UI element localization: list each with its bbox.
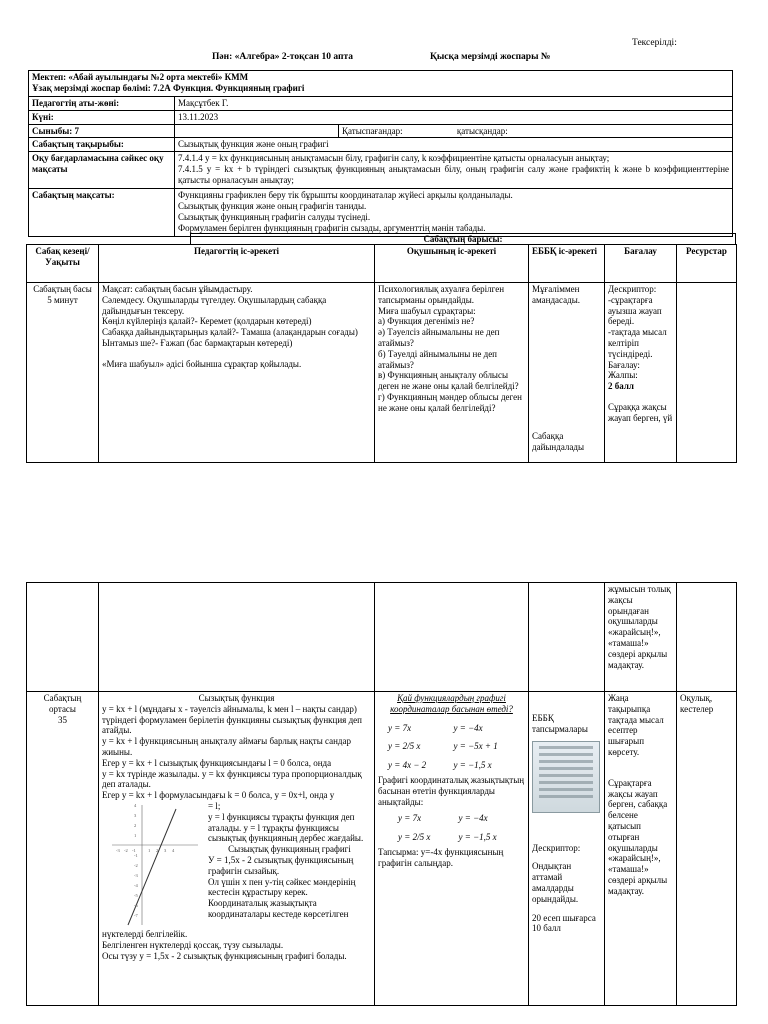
student-middle-cell [375,692,529,1006]
teacher-line: Сәлемдесу. Оқушыларды түгелдеу. Оқушылардың сабаққа дайындығын тексеру. [102,294,327,316]
teacher-line: Белгіленген нүктелерді қоссақ, түзу сызылады. [102,939,284,950]
ebbk-start-cell [529,283,605,463]
teacher-line: y = kx + l (мұндағы x - тәуелсіз айнымалы, k мен l – нақты сандар) түріндегі формуламен берілетін функцияны сызықтық функция деп атайды. [102,703,362,736]
teacher-line: Егер y = kx + l сызықтық функциясындағы l = 0 болса, онда [102,757,332,768]
y-tick-label: -2 [134,862,138,868]
goal-1: Функцияны графиклен беру тік бұрышты координаталар жүйесі арқылы қолданылады. [178,190,513,201]
student-line: а) Функция дегеніміз не? [378,316,475,327]
assessment-continued: жұмысын толық жақсы орындаған оқушыларды «жарайсың!», «тамаша!» сөздері арқылы мадақтау. [605,583,677,692]
teacher-side-line: = l; [208,800,221,811]
goal-4: Формуламен берілген функцияның графигін сызады, аргументтің мәнін табады. [178,222,486,233]
assessment-line: -тақтада мысал келтіріп түсіндіреді. [608,327,667,359]
teacher-label: Педагогтің аты-жөні: [29,97,175,111]
student-line: Миға шабуыл сұрақтары: [378,305,476,316]
ebbk-middle-cell [529,692,605,1006]
y-tick-label: 1 [134,832,137,838]
assessment-line: Бағалау: [608,359,640,370]
col-student: Оқушының іс-әрекеті [375,245,529,283]
teacher-line: y = kx түрінде жазылады. y = kx функциясы тура пропорционалдық деп аталады. [102,768,362,790]
teacher-value: Мақсұтбек Г. [175,97,733,111]
student-line: б) Тәуелді айнымалыны не деп атаймыз? [378,348,497,370]
objective-1: 7.4.1.4 y = kx функциясының анықтамасын білу, графигін салу, k коэффициентіне қатысты орналасуын анықтау; [178,153,610,164]
date-label: Күні: [29,110,175,124]
assessment-line: Жаңа тақырыпқа тақтада мысал есептер шығарып көрсету. [608,693,664,757]
long-term-section: Ұзақ мерзімді жоспар бөлімі: 7.2А Функция. Функцияның графигі [32,82,305,93]
student-line: ә) Тәуелсіз айнымалыны не деп атаймыз? [378,327,500,348]
teacher-line [102,349,371,359]
plan-heading: Қысқа мерзімді жоспары № [430,52,551,62]
teacher-line: Егер y = kx + l формуласындағы k = 0 болса, y = 0x+l, онда y [102,790,335,801]
col-ebbk: ЕББҚ іс-әрекеті [529,245,605,283]
assessment-points: 2 балл [608,381,634,392]
x-tick-label: -3 [116,847,120,853]
assessment-line: Дескриптор: [608,284,657,294]
teacher-line: Мақсат: сабақтың басын ұйымдастыру. [102,284,253,294]
ebbk-greeting: Мұғаліммен амандасады. [532,284,580,305]
goals-cell [175,189,733,237]
goal-3: Сызықтық функцияның графигін салуды түсінеді. [178,211,371,222]
function-item: y = 4x − 2 [388,760,427,771]
assessment-middle-cell [605,692,677,1006]
function-item: y = 2/5 x [398,832,431,843]
ebbk-text: Ондықтан аттамай амалдарды орындайды. [532,861,579,904]
y-tick-label: 4 [134,802,137,808]
function-item: y = 2/5 x [388,741,421,752]
teacher-line: Көңіл күйлеріңіз қалай?- Керемет (қолдарын көтереді) [102,316,312,327]
attendance-cell [175,124,339,138]
y-tick-label: -1 [134,852,138,858]
assessment-line: Сұрақтарға жақсы жауап берген, сабаққа белсене қатысып отырған оқушыларды «жарайсың!», «тамаша!» сөздері арқылы мадақтау. [608,777,668,896]
y-tick-label: -4 [134,882,138,888]
col-teacher: Педагогтің іс-әрекеті [99,245,375,283]
x-tick-label: 1 [148,847,151,853]
function-item: y = −1,5 x [453,760,492,771]
teacher-side-line: Ол үшін х пен у-тің сәйкес мәндерінің кестесін құрастыру керек. [208,876,356,898]
date-value: 13.11.2023 [175,110,733,124]
lesson-progress-table-2 [26,582,737,1006]
linear-function-title: Сызықтық функция [198,693,275,703]
teacher-line: y = kx + l функциясының анықталу аймағы барлық нақты сандар жиыны. [102,736,351,757]
teacher-line: Сабаққа дайындықтарыңыз қалай?- Тамаша (алақандарын соғады) [102,327,358,338]
stage-middle: Сабақтың ортасы 35 [27,692,99,1006]
y-tick-label: 2 [134,822,137,828]
objectives-label: Оқу бағдарламасына сәйкес оқу мақсаты [29,152,175,189]
student-start-cell [375,283,529,463]
lesson-progress-table-1 [26,244,737,463]
function-item: y = −5x + 1 [453,741,498,752]
ebbk-points: 20 есеп шығарса 10 балл [532,912,596,934]
teacher-middle-cell [99,692,375,1006]
attended-label: Қатыспағандар: [342,125,403,136]
x-tick-label: -1 [132,847,136,853]
assessment-line: -сұрақтарға ауызша жауап береді. [608,294,662,327]
x-tick-label: 2 [156,847,159,853]
y-tick-label: -6 [134,902,138,908]
x-tick-label: 4 [172,847,175,853]
y-tick-label: -7 [134,912,138,918]
teacher-side-line: y = l функциясы тұрақты функция деп аталады. y = l тұрақты функциясы сызықтық функцияның дербес жағдайы. [208,811,364,844]
ebbk-prepare: Сабаққа дайындалады [532,431,585,452]
col-assessment: Бағалау [605,245,677,283]
ebbk-tasks: ЕББҚ тапсырмалары [532,713,588,734]
teacher-side-line: Координаталық жазықтықта координаталары кестеде көрсетілген [208,898,349,919]
teacher-line: «Миға шабуыл» әдісі бойынша сұрақтар қойылады. [102,358,302,369]
student-instruction: Графигі координаталық жазықтықтың басынан өтетін функцияларды анықтайды: [378,774,525,807]
objective-2: 7.4.1.5 y = kx + b түріндегі сызықтық функцияның анықтамасын білу, оның графигін салу және графиктің k және b коэффициенттеріне қатысты орналасуын анықтау; [178,163,730,185]
function-list-1 [378,715,525,775]
objectives-cell [175,152,733,189]
stage-start: Сабақтың басы 5 минут [27,283,99,463]
function-item: y = −1,5 x [458,832,497,843]
assessment-line [608,758,673,778]
empty-cell [529,583,605,692]
school-name: Мектеп: «Абай ауылындағы №2 орта мектебі» КММ [32,72,249,82]
absent-label: қатысқандар: [456,125,508,136]
function-item: y = −4x [458,813,488,824]
resource-middle: Оқулық, кестелер [677,692,737,1006]
assessment-line: Сұраққа жақсы жауап берген, үй [608,401,673,423]
teacher-graph-block [102,801,371,929]
student-line: г) Функцияның мәндер облысы деген не және оны қалай белгілейді? [378,391,522,413]
graph-subtitle: Сызықтық функцияның графигі [228,844,351,855]
teacher-line: Осы түзу y = 1,5x - 2 сызықтық функциясының графигі болады. [102,950,347,961]
student-line: Психологиялық ахуалға берілген тапсырманы орындайды. [378,284,505,305]
goal-2: Сызықтық функция және оның графигін таниды. [178,200,367,211]
x-tick-labels [116,848,175,853]
attendance-values [339,124,733,138]
progress-heading: Сабақтың барысы: [190,233,736,245]
empty-cell [99,583,375,692]
assessment-line: Жалпы: [608,370,638,381]
linear-graph [106,801,202,929]
class-label: Сыныбы: 7 [29,124,175,138]
assessment-start-cell [605,283,677,463]
checked-label: Тексерілді: [632,38,677,48]
teacher-line: нүктелерді белгілейік. [102,928,188,939]
topic-value: Сызықтық функция және оның графигі [175,138,733,152]
x-tick-label: 3 [164,847,167,853]
subject-heading: Пән: «Алгебра» 2-тоқсан 10 апта [212,52,353,62]
function-item: y = 7x [398,813,422,824]
col-resource: Ресурстар [677,245,737,283]
teacher-side-line: У = 1,5x - 2 сызықтық функциясының графигін сызайық. [208,854,354,876]
resource-start-cell [677,283,737,463]
assessment-line [608,392,673,402]
empty-cell [677,583,737,692]
student-line: в) Функцияның анықталу облысы деген не және оны қалай белгілейді? [378,370,519,392]
goals-label: Сабақтың мақсаты: [29,189,175,237]
school-cell [29,71,733,97]
lesson-info-table [28,70,733,237]
student-question: Қай функциялардың графигі координаталар басынан өтеді? [390,693,513,714]
function-list-2 [378,807,525,847]
function-item: y = −4x [453,722,483,733]
y-tick-label: -3 [134,872,138,878]
function-item: y = 7x [388,722,412,733]
x-tick-label: -2 [124,847,128,853]
empty-cell [375,583,529,692]
empty-cell [27,583,99,692]
teacher-line: Ынтамыз ше?- Ғажап (бас бармақтарын көтереді) [102,337,293,348]
teacher-start-cell [99,283,375,463]
student-task: Тапсырма: y=-4x функциясының графигін салыңдар. [378,846,504,868]
ebbk-descriptor: Дескриптор: [532,842,581,853]
worksheet-photo [532,741,600,813]
topic-label: Сабақтың тақырыбы: [29,138,175,152]
teacher-side-text [202,801,371,929]
y-tick-label: 3 [134,812,137,818]
col-stage: Сабақ кезеңі/Уақыты [27,245,99,283]
y-tick-label: -5 [134,892,138,898]
